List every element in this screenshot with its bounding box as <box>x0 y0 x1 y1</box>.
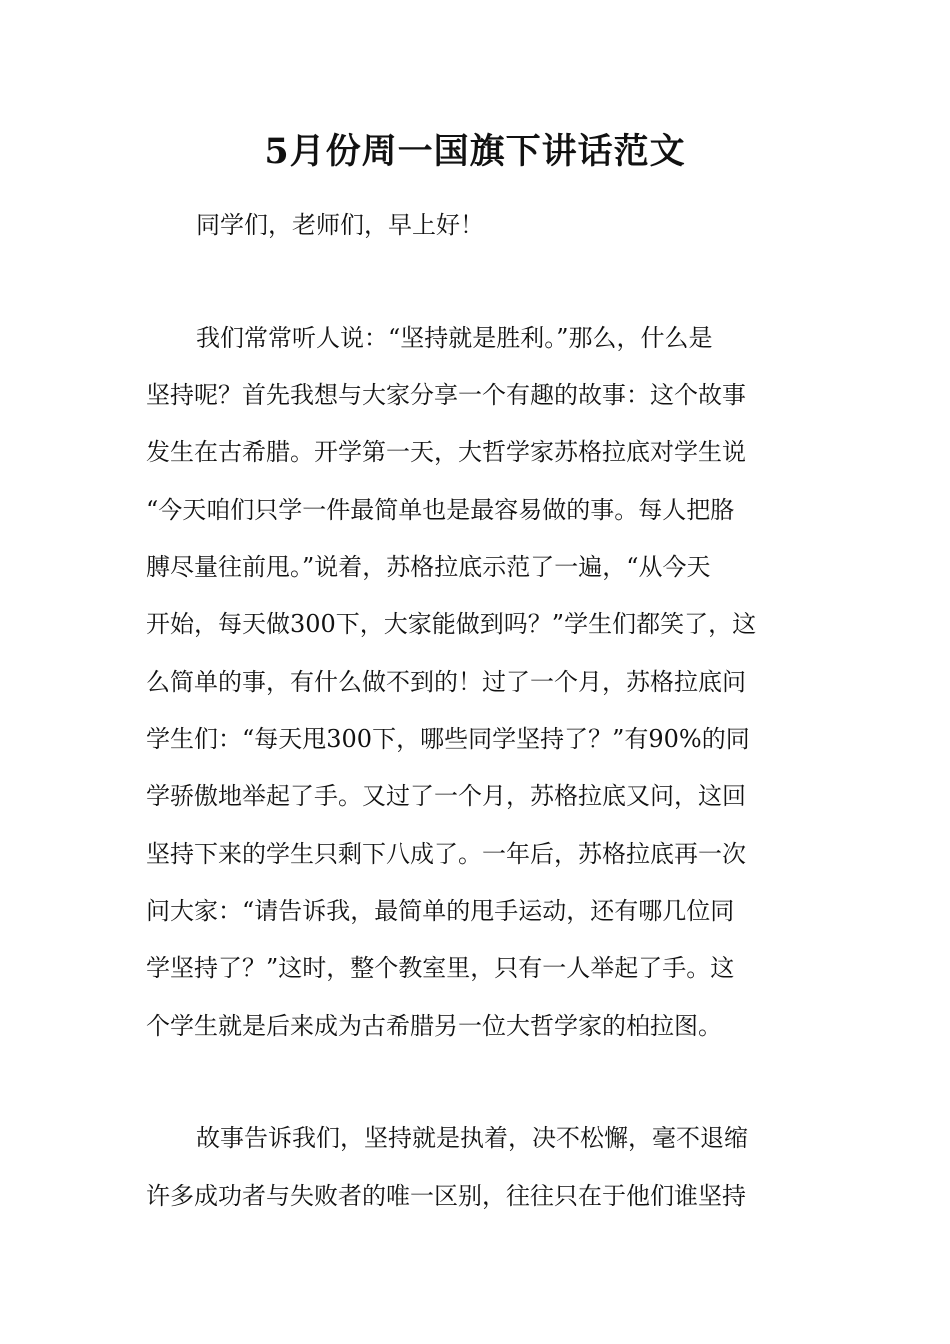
paragraph-line: 个学生就是后来成为古希腊另一位大哲学家的柏拉图。 <box>146 1012 722 1040</box>
paragraph-line: 故事告诉我们，坚持就是执着，决不松懈，毫不退缩 <box>196 1124 748 1152</box>
paragraph-line: 么简单的事，有什么做不到的！过了一个月，苏格拉底问 <box>146 668 746 696</box>
document-title: 5月份周一国旗下讲话范文 <box>264 131 686 172</box>
paragraph-line: 许多成功者与失败者的唯一区别，往往只在于他们谁坚持 <box>146 1182 746 1210</box>
paragraph-line: 问大家：“请告诉我，最简单的甩手运动，还有哪几位同 <box>146 897 735 925</box>
paragraph-line: 坚持下来的学生只剩下八成了。一年后，苏格拉底再一次 <box>146 840 746 868</box>
paragraph-line: 学骄傲地举起了手。又过了一个月，苏格拉底又问，这回 <box>146 782 746 810</box>
greeting-line: 同学们，老师们，早上好！ <box>196 211 484 239</box>
paragraph-line: 发生在古希腊。开学第一天，大哲学家苏格拉底对学生说 <box>146 438 746 466</box>
paragraph-line: 坚持呢？首先我想与大家分享一个有趣的故事：这个故事 <box>146 381 746 409</box>
paragraph-line: 学生们：“每天甩300下，哪些同学坚持了？”有90%的同 <box>146 725 750 753</box>
paragraph-line: 学坚持了？”这时，整个教室里，只有一人举起了手。这 <box>146 954 735 982</box>
paragraph-line: 开始，每天做300下，大家能做到吗？”学生们都笑了，这 <box>146 610 757 638</box>
paragraph-line: 我们常常听人说：“坚持就是胜利。”那么，什么是 <box>196 324 713 352</box>
paragraph-line: “今天咱们只学一件最简单也是最容易做的事。每人把胳 <box>146 496 735 524</box>
paragraph-line: 膊尽量往前甩。”说着，苏格拉底示范了一遍，“从今天 <box>146 553 711 581</box>
